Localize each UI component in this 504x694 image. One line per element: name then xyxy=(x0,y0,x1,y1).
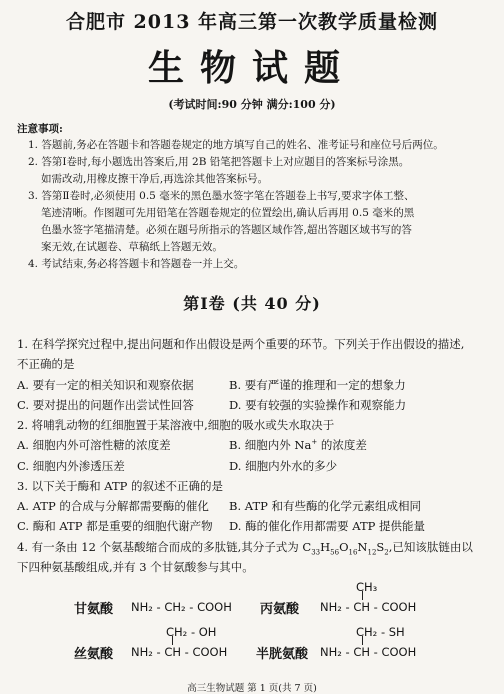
q3-option-d: D. 酶的催化作用都需要 ATP 提供能量 xyxy=(229,519,426,533)
notes-line-6: 色墨水签字笔描清楚。必须在题号所指示的答题区域作答,超出答题区域书写的答 xyxy=(41,224,412,236)
cysteine-bond xyxy=(362,636,363,645)
exam-info: (考试时间:90 分钟 满分:100 分) xyxy=(168,98,336,111)
alanine-side-chain: CH₃ xyxy=(356,580,378,594)
serine-name: 丝氨酸 xyxy=(74,647,114,662)
serine-formula: NH₂ - CH - COOH xyxy=(131,645,228,659)
q1-stem: 1. 在科学探究过程中,提出问题和作出假设是两个重要的环节。下列关于作出假设的描述, xyxy=(17,337,465,351)
serine-side-chain: CH₂ - OH xyxy=(166,625,217,639)
notes-line-7: 案无效,在试题卷、草稿纸上答题无效。 xyxy=(41,241,223,253)
q1-option-d: D. 要有较强的实验操作和观察能力 xyxy=(229,398,407,412)
q3-stem: 3. 以下关于酶和 ATP 的叙述不正确的是 xyxy=(17,479,224,493)
notes-line-4: 3. 答第Ⅱ卷时,必须使用 0.5 毫米的黑色墨水签字笔在答题卷上书写,要求字体工整、 xyxy=(28,190,415,202)
alanine-formula: NH₂ - CH - COOH xyxy=(320,600,417,614)
q1-stem-2: 不正确的是 xyxy=(17,357,75,371)
cysteine-name: 半胱氨酸 xyxy=(256,647,309,662)
alanine-bond xyxy=(362,591,363,600)
q2-option-d: D. 细胞内外水的多少 xyxy=(229,459,338,473)
q4-stem-2: 下四种氨基酸组成,并有 3 个甘氨酸参与其中。 xyxy=(17,560,254,574)
notes-line-1: 1. 答题前,务必在答题卡和答题卷规定的地方填写自己的姓名、准考证号和座位号后两位。 xyxy=(28,139,444,151)
serine-bond xyxy=(172,636,173,645)
section-title: 第Ⅰ卷 (共 40 分) xyxy=(183,294,321,313)
q2-option-a: A. 细胞内外可溶性糖的浓度差 xyxy=(17,438,171,452)
exam-title: 合肥市 2013 年高三第一次教学质量检测 xyxy=(65,11,439,33)
cysteine-formula: NH₂ - CH - COOH xyxy=(320,645,417,659)
cysteine-side-chain: CH₂ - SH xyxy=(356,625,405,639)
page-footer: 高三生物试题 第 1 页(共 7 页) xyxy=(187,683,317,694)
notes-line-8: 4. 考试结束,务必将答题卡和答题卷一并上交。 xyxy=(28,258,245,270)
q3-option-b: B. ATP 和有些酶的化学元素组成相同 xyxy=(229,499,422,513)
q1-option-c: C. 要对提出的问题作出尝试性回答 xyxy=(17,398,194,412)
notes-heading: 注意事项: xyxy=(17,123,63,135)
notes-line-3: 如需改动,用橡皮擦干净后,再选涂其他答案标号。 xyxy=(41,173,269,185)
q2-option-b: B. 细胞内外 Na+ 的浓度差 xyxy=(229,438,367,452)
glycine-name: 甘氨酸 xyxy=(74,602,114,617)
glycine-formula: NH₂ - CH₂ - COOH xyxy=(131,600,232,614)
notes-line-2: 2. 答第Ⅰ卷时,每小题选出答案后,用 2B 铅笔把答题卡上对应题目的答案标号涂黑。 xyxy=(28,156,410,168)
q2-stem: 2. 将哺乳动物的红细胞置于某溶液中,细胞的吸水或失水取决于 xyxy=(17,418,335,432)
q3-option-a: A. ATP 的合成与分解都需要酶的催化 xyxy=(17,499,209,513)
alanine-name: 丙氨酸 xyxy=(260,602,300,617)
notes-line-5: 笔迹清晰。作图题可先用铅笔在答题卷规定的位置绘出,确认后再用 0.5 毫米的黑 xyxy=(41,207,415,219)
subject-title: 生物试题 xyxy=(147,47,356,89)
q1-option-b: B. 要有严谨的推理和一定的想象力 xyxy=(229,378,406,392)
q3-option-c: C. 酶和 ATP 都是重要的细胞代谢产物 xyxy=(17,519,213,533)
q2-option-c: C. 细胞内外渗透压差 xyxy=(17,459,125,473)
q4-stem: 4. 有一条由 12 个氨基酸缩合而成的多肽链,其分子式为 $C_{33}H_{56}O_{16}N_{12}S_2$,已知该肽链由以 xyxy=(17,540,473,557)
q1-option-a: A. 要有一定的相关知识和观察依据 xyxy=(17,378,194,392)
